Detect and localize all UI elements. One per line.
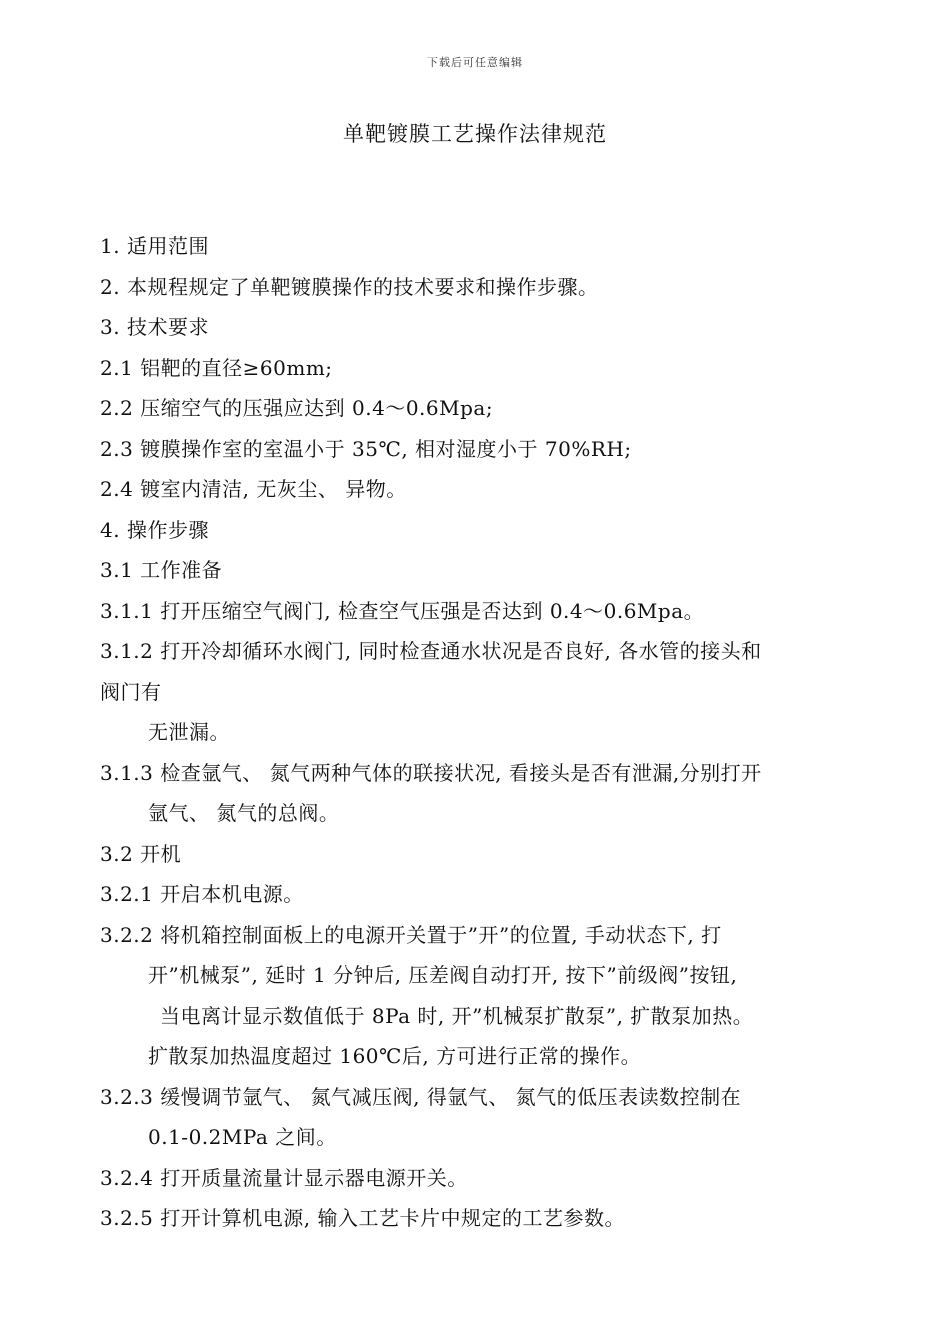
body-line: 阀门有 <box>100 679 162 704</box>
body-line: 3.1.2 打开冷却循环水阀门, 同时检查通水状况是否良好, 各水管的接头和 <box>100 639 762 663</box>
body-line: 氩气、 氮气的总阀。 <box>148 801 340 825</box>
body-line: 3.2.4 打开质量流量计显示器电源开关。 <box>100 1165 468 1190</box>
body-line: 3.2 开机 <box>100 841 182 866</box>
body-line: 2.4 镀室内清洁, 无灰尘、 异物。 <box>100 477 407 501</box>
body-line: 扩散泵加热温度超过 160℃后, 方可进行正常的操作。 <box>148 1044 642 1068</box>
body-line: 无泄漏。 <box>148 720 230 744</box>
body-line: 3.2.2 将机箱控制面板上的电源开关置于”开”的位置, 手动状态下, 打 <box>100 922 722 947</box>
body-line: 2.3 镀膜操作室的室温小于 35℃, 相对湿度小于 70%RH; <box>100 436 632 461</box>
body-line: 4. 操作步骤 <box>100 517 209 542</box>
body-line: 2. 本规程规定了单靶镀膜操作的技术要求和操作步骤。 <box>100 274 599 299</box>
body-line: 当电离计显示数值低于 8Pa 时, 开”机械泵扩散泵”, 扩散泵加热。 <box>160 1003 754 1028</box>
document-body <box>100 226 880 1239</box>
body-line: 3.1.3 检查氩气、 氮气两种气体的联接状况, 看接头是否有泄漏,分别打开 <box>100 760 762 785</box>
body-line: 2.1 铝靶的直径≥60mm; <box>100 355 333 380</box>
body-line: 2.2 压缩空气的压强应达到 0.4～0.6Mpa; <box>100 396 494 420</box>
body-line: 3. 技术要求 <box>100 315 209 339</box>
body-line: 3.2.1 开启本机电源。 <box>100 882 304 906</box>
body-line: 0.1-0.2MPa 之间。 <box>148 1125 337 1149</box>
body-line: 1. 适用范围 <box>100 234 209 258</box>
body-line: 3.1 工作准备 <box>100 558 223 582</box>
body-line: 3.2.5 打开计算机电源, 输入工艺卡片中规定的工艺参数。 <box>100 1206 625 1230</box>
body-line: 3.2.3 缓慢调节氩气、 氮气减压阀, 得氩气、 氮气的低压表读数控制在 <box>100 1084 742 1109</box>
header-note: 下载后可任意编辑 <box>427 56 523 69</box>
body-line: 3.1.1 打开压缩空气阀门, 检查空气压强是否达到 0.4～0.6Mpa。 <box>100 598 705 623</box>
document-title: 单靶镀膜工艺操作法律规范 <box>343 122 607 146</box>
body-line: 开”机械泵”, 延时 1 分钟后, 压差阀自动打开, 按下”前级阀”按钮, <box>148 963 738 987</box>
